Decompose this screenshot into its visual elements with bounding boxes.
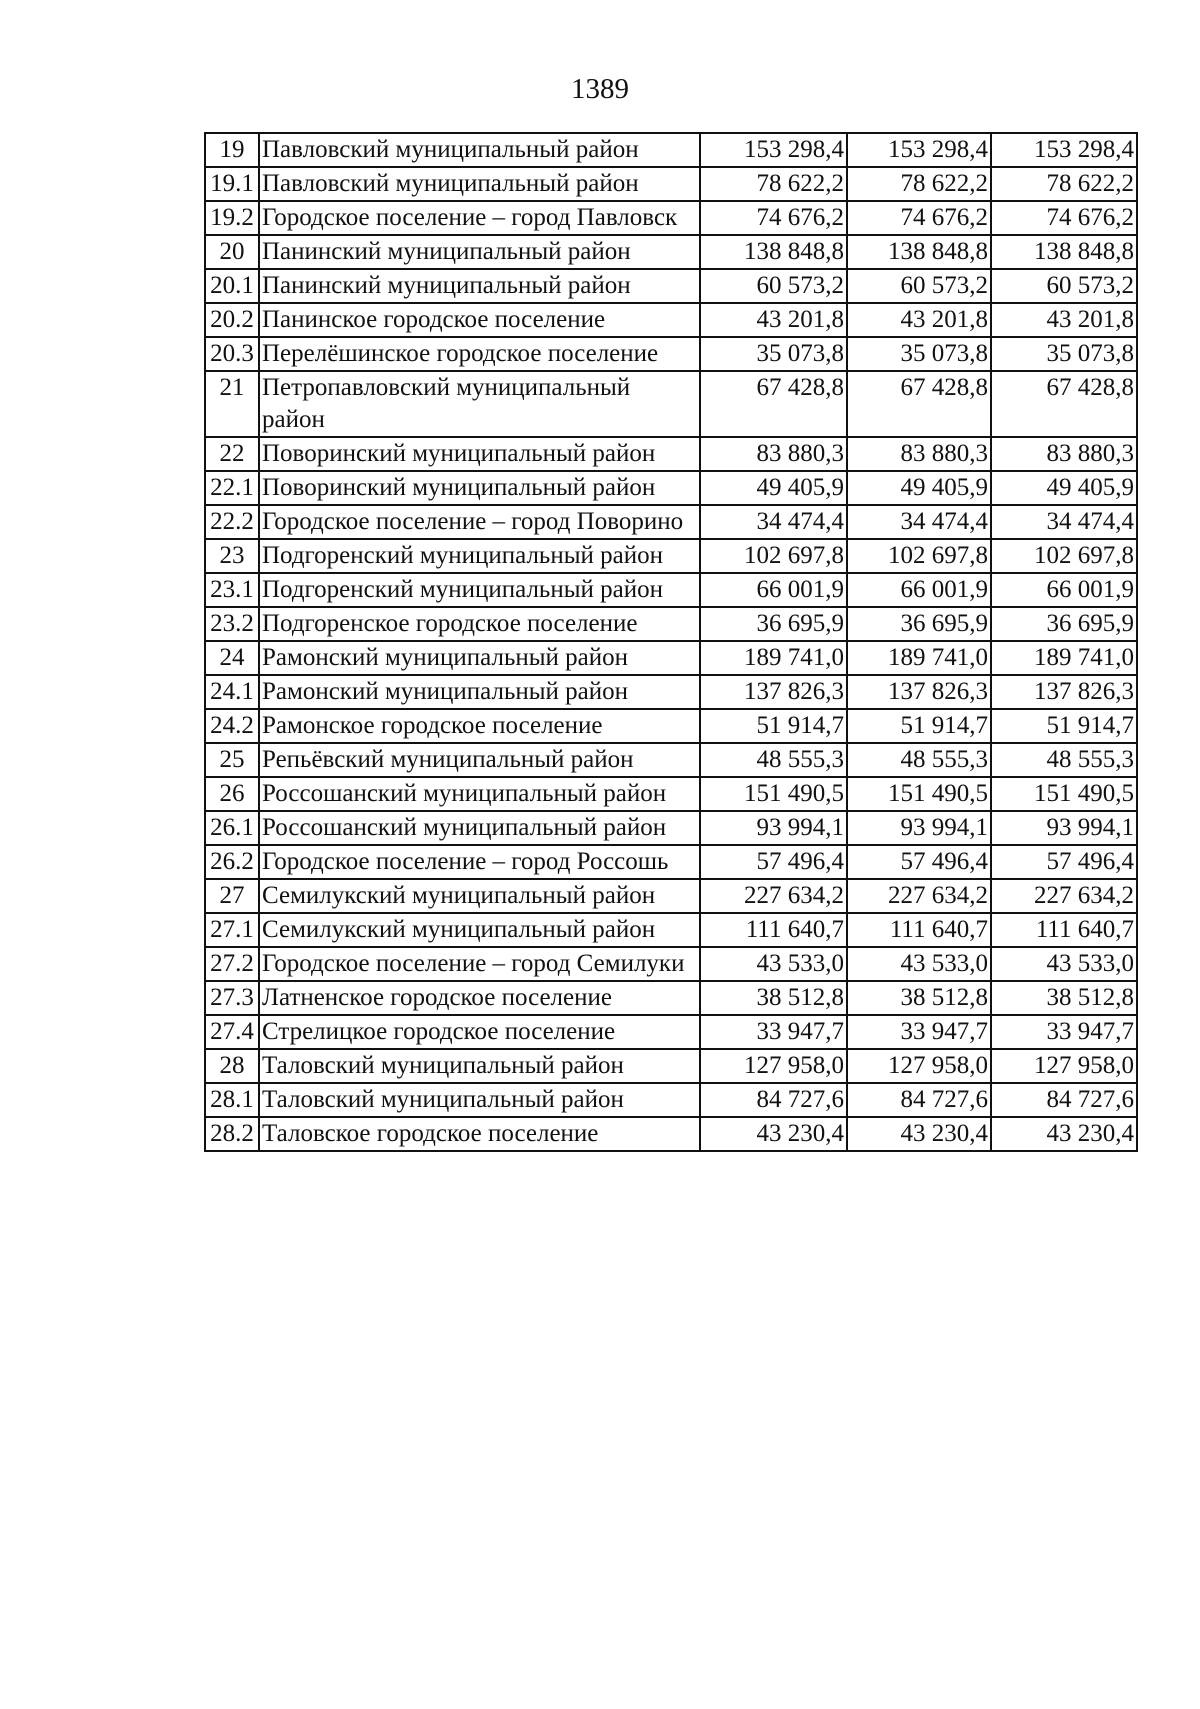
- row-name-cell: Городское поселение – город Семилуки: [259, 947, 700, 981]
- row-value-3-cell: 35 073,8: [991, 337, 1137, 371]
- row-value-1-cell: 36 695,9: [700, 607, 847, 641]
- row-number-cell: 23.2: [205, 607, 259, 641]
- table-row: [205, 777, 1137, 811]
- row-number-cell: 26: [205, 777, 259, 811]
- row-value-2-cell: 78 622,2: [847, 167, 991, 201]
- row-number-cell: 26.1: [205, 811, 259, 845]
- row-name-cell: Панинское городское поселение: [259, 303, 700, 337]
- row-value-2-cell: 189 741,0: [847, 641, 991, 675]
- row-number-cell: 28.1: [205, 1083, 259, 1117]
- row-value-1-cell: 93 994,1: [700, 811, 847, 845]
- row-name-cell: Поворинский муниципальный район: [259, 437, 700, 471]
- row-value-1-cell: 84 727,6: [700, 1083, 847, 1117]
- row-value-3-cell: 66 001,9: [991, 573, 1137, 607]
- row-number-cell: 19.2: [205, 201, 259, 235]
- row-value-1-cell: 60 573,2: [700, 269, 847, 303]
- row-value-3-cell: 153 298,4: [991, 133, 1137, 167]
- table-row: [205, 913, 1137, 947]
- row-value-2-cell: 111 640,7: [847, 913, 991, 947]
- row-value-2-cell: 74 676,2: [847, 201, 991, 235]
- row-value-1-cell: 189 741,0: [700, 641, 847, 675]
- table-row: [205, 981, 1137, 1015]
- table-row: [205, 1083, 1137, 1117]
- row-name-cell: Панинский муниципальный район: [259, 269, 700, 303]
- table-row: [205, 573, 1137, 607]
- row-number-cell: 20: [205, 235, 259, 269]
- row-value-1-cell: 48 555,3: [700, 743, 847, 777]
- row-value-3-cell: 36 695,9: [991, 607, 1137, 641]
- row-name-cell: Семилукский муниципальный район: [259, 879, 700, 913]
- budget-table: [204, 132, 1138, 1152]
- row-value-2-cell: 33 947,7: [847, 1015, 991, 1049]
- row-value-3-cell: 84 727,6: [991, 1083, 1137, 1117]
- table-row: [205, 845, 1137, 879]
- row-value-2-cell: 49 405,9: [847, 471, 991, 505]
- table-row: [205, 303, 1137, 337]
- row-name-cell: Павловский муниципальный район: [259, 133, 700, 167]
- row-number-cell: 23.1: [205, 573, 259, 607]
- row-value-1-cell: 151 490,5: [700, 777, 847, 811]
- row-name-cell: Латненское городское поселение: [259, 981, 700, 1015]
- row-value-2-cell: 35 073,8: [847, 337, 991, 371]
- row-value-3-cell: 111 640,7: [991, 913, 1137, 947]
- table-row: [205, 1049, 1137, 1083]
- row-name-cell: Рамонский муниципальный район: [259, 675, 700, 709]
- row-name-cell: Россошанский муниципальный район: [259, 777, 700, 811]
- row-number-cell: 27.3: [205, 981, 259, 1015]
- row-value-2-cell: 67 428,8: [847, 371, 991, 437]
- row-name-cell: Панинский муниципальный район: [259, 235, 700, 269]
- row-value-2-cell: 83 880,3: [847, 437, 991, 471]
- row-value-1-cell: 78 622,2: [700, 167, 847, 201]
- table-row: [205, 167, 1137, 201]
- row-name-cell: Рамонский муниципальный район: [259, 641, 700, 675]
- row-value-3-cell: 83 880,3: [991, 437, 1137, 471]
- row-value-3-cell: 51 914,7: [991, 709, 1137, 743]
- table-row: [205, 201, 1137, 235]
- row-value-3-cell: 49 405,9: [991, 471, 1137, 505]
- row-name-cell: Подгоренское городское поселение: [259, 607, 700, 641]
- row-name-cell: Таловский муниципальный район: [259, 1083, 700, 1117]
- table-row: [205, 133, 1137, 167]
- row-number-cell: 22.2: [205, 505, 259, 539]
- row-value-2-cell: 43 533,0: [847, 947, 991, 981]
- row-value-2-cell: 84 727,6: [847, 1083, 991, 1117]
- row-name-cell: Таловский муниципальный район: [259, 1049, 700, 1083]
- row-value-1-cell: 102 697,8: [700, 539, 847, 573]
- row-value-2-cell: 137 826,3: [847, 675, 991, 709]
- row-value-1-cell: 38 512,8: [700, 981, 847, 1015]
- row-value-2-cell: 34 474,4: [847, 505, 991, 539]
- row-number-cell: 27.2: [205, 947, 259, 981]
- row-number-cell: 25: [205, 743, 259, 777]
- row-value-3-cell: 33 947,7: [991, 1015, 1137, 1049]
- row-value-1-cell: 43 230,4: [700, 1117, 847, 1151]
- row-value-2-cell: 43 201,8: [847, 303, 991, 337]
- row-value-1-cell: 137 826,3: [700, 675, 847, 709]
- table-row: [205, 371, 1137, 437]
- row-value-1-cell: 153 298,4: [700, 133, 847, 167]
- table-row: [205, 743, 1137, 777]
- row-name-cell: Поворинский муниципальный район: [259, 471, 700, 505]
- row-number-cell: 27: [205, 879, 259, 913]
- table-row: [205, 471, 1137, 505]
- row-number-cell: 28.2: [205, 1117, 259, 1151]
- row-value-1-cell: 227 634,2: [700, 879, 847, 913]
- row-value-3-cell: 60 573,2: [991, 269, 1137, 303]
- row-value-3-cell: 67 428,8: [991, 371, 1137, 437]
- table-row: [205, 879, 1137, 913]
- table-row: [205, 505, 1137, 539]
- row-value-2-cell: 227 634,2: [847, 879, 991, 913]
- row-value-1-cell: 111 640,7: [700, 913, 847, 947]
- row-value-2-cell: 36 695,9: [847, 607, 991, 641]
- row-value-3-cell: 127 958,0: [991, 1049, 1137, 1083]
- row-value-1-cell: 43 533,0: [700, 947, 847, 981]
- table-row: [205, 539, 1137, 573]
- row-value-3-cell: 43 201,8: [991, 303, 1137, 337]
- row-value-2-cell: 51 914,7: [847, 709, 991, 743]
- row-value-1-cell: 49 405,9: [700, 471, 847, 505]
- row-name-cell: Городское поселение – город Поворино: [259, 505, 700, 539]
- row-value-1-cell: 74 676,2: [700, 201, 847, 235]
- table-row: [205, 641, 1137, 675]
- table-body: [205, 133, 1137, 1151]
- table-row: [205, 235, 1137, 269]
- row-value-2-cell: 38 512,8: [847, 981, 991, 1015]
- row-value-1-cell: 66 001,9: [700, 573, 847, 607]
- row-value-3-cell: 43 533,0: [991, 947, 1137, 981]
- row-name-cell: Городское поселение – город Россошь: [259, 845, 700, 879]
- row-value-3-cell: 48 555,3: [991, 743, 1137, 777]
- row-number-cell: 28: [205, 1049, 259, 1083]
- row-number-cell: 24.1: [205, 675, 259, 709]
- row-value-1-cell: 127 958,0: [700, 1049, 847, 1083]
- row-number-cell: 20.1: [205, 269, 259, 303]
- row-number-cell: 19: [205, 133, 259, 167]
- table-row: [205, 811, 1137, 845]
- row-number-cell: 20.2: [205, 303, 259, 337]
- row-value-2-cell: 102 697,8: [847, 539, 991, 573]
- row-value-1-cell: 57 496,4: [700, 845, 847, 879]
- row-name-cell: Стрелицкое городское поселение: [259, 1015, 700, 1049]
- row-number-cell: 27.1: [205, 913, 259, 947]
- row-value-1-cell: 43 201,8: [700, 303, 847, 337]
- row-value-3-cell: 78 622,2: [991, 167, 1137, 201]
- row-name-cell: Перелёшинское городское поселение: [259, 337, 700, 371]
- row-name-cell: Россошанский муниципальный район: [259, 811, 700, 845]
- page-number: 1389: [571, 73, 629, 105]
- row-value-2-cell: 138 848,8: [847, 235, 991, 269]
- row-value-2-cell: 66 001,9: [847, 573, 991, 607]
- row-number-cell: 20.3: [205, 337, 259, 371]
- table-row: [205, 269, 1137, 303]
- row-name-cell: Семилукский муниципальный район: [259, 913, 700, 947]
- row-value-1-cell: 33 947,7: [700, 1015, 847, 1049]
- row-value-1-cell: 34 474,4: [700, 505, 847, 539]
- table-row: [205, 1015, 1137, 1049]
- row-value-3-cell: 74 676,2: [991, 201, 1137, 235]
- row-value-3-cell: 151 490,5: [991, 777, 1137, 811]
- row-name-cell: Городское поселение – город Павловск: [259, 201, 700, 235]
- table-row: [205, 337, 1137, 371]
- row-value-2-cell: 60 573,2: [847, 269, 991, 303]
- row-value-2-cell: 153 298,4: [847, 133, 991, 167]
- row-value-2-cell: 127 958,0: [847, 1049, 991, 1083]
- row-number-cell: 23: [205, 539, 259, 573]
- table-row: [205, 947, 1137, 981]
- row-value-2-cell: 48 555,3: [847, 743, 991, 777]
- table-row: [205, 437, 1137, 471]
- row-value-3-cell: 34 474,4: [991, 505, 1137, 539]
- table-row: [205, 607, 1137, 641]
- row-number-cell: 21: [205, 371, 259, 437]
- row-value-3-cell: 102 697,8: [991, 539, 1137, 573]
- row-number-cell: 26.2: [205, 845, 259, 879]
- table-row: [205, 675, 1137, 709]
- row-value-3-cell: 138 848,8: [991, 235, 1137, 269]
- row-name-cell: Рамонское городское поселение: [259, 709, 700, 743]
- row-value-3-cell: 137 826,3: [991, 675, 1137, 709]
- row-number-cell: 24.2: [205, 709, 259, 743]
- row-value-3-cell: 57 496,4: [991, 845, 1137, 879]
- row-name-cell: Павловский муниципальный район: [259, 167, 700, 201]
- row-number-cell: 19.1: [205, 167, 259, 201]
- row-name-cell: Таловское городское поселение: [259, 1117, 700, 1151]
- table-row: [205, 1117, 1137, 1151]
- table-row: [205, 709, 1137, 743]
- row-value-3-cell: 93 994,1: [991, 811, 1137, 845]
- row-name-cell: Подгоренский муниципальный район: [259, 539, 700, 573]
- row-value-2-cell: 43 230,4: [847, 1117, 991, 1151]
- row-value-3-cell: 227 634,2: [991, 879, 1137, 913]
- row-value-1-cell: 51 914,7: [700, 709, 847, 743]
- row-value-2-cell: 151 490,5: [847, 777, 991, 811]
- row-name-cell: Репьёвский муниципальный район: [259, 743, 700, 777]
- row-value-1-cell: 67 428,8: [700, 371, 847, 437]
- row-number-cell: 22: [205, 437, 259, 471]
- row-value-1-cell: 35 073,8: [700, 337, 847, 371]
- row-name-cell: Петропавловский муниципальный район: [259, 371, 700, 437]
- row-value-2-cell: 93 994,1: [847, 811, 991, 845]
- row-value-3-cell: 38 512,8: [991, 981, 1137, 1015]
- row-number-cell: 24: [205, 641, 259, 675]
- row-number-cell: 22.1: [205, 471, 259, 505]
- row-value-3-cell: 189 741,0: [991, 641, 1137, 675]
- row-value-1-cell: 83 880,3: [700, 437, 847, 471]
- row-value-2-cell: 57 496,4: [847, 845, 991, 879]
- row-number-cell: 27.4: [205, 1015, 259, 1049]
- row-name-cell: Подгоренский муниципальный район: [259, 573, 700, 607]
- row-value-3-cell: 43 230,4: [991, 1117, 1137, 1151]
- row-value-1-cell: 138 848,8: [700, 235, 847, 269]
